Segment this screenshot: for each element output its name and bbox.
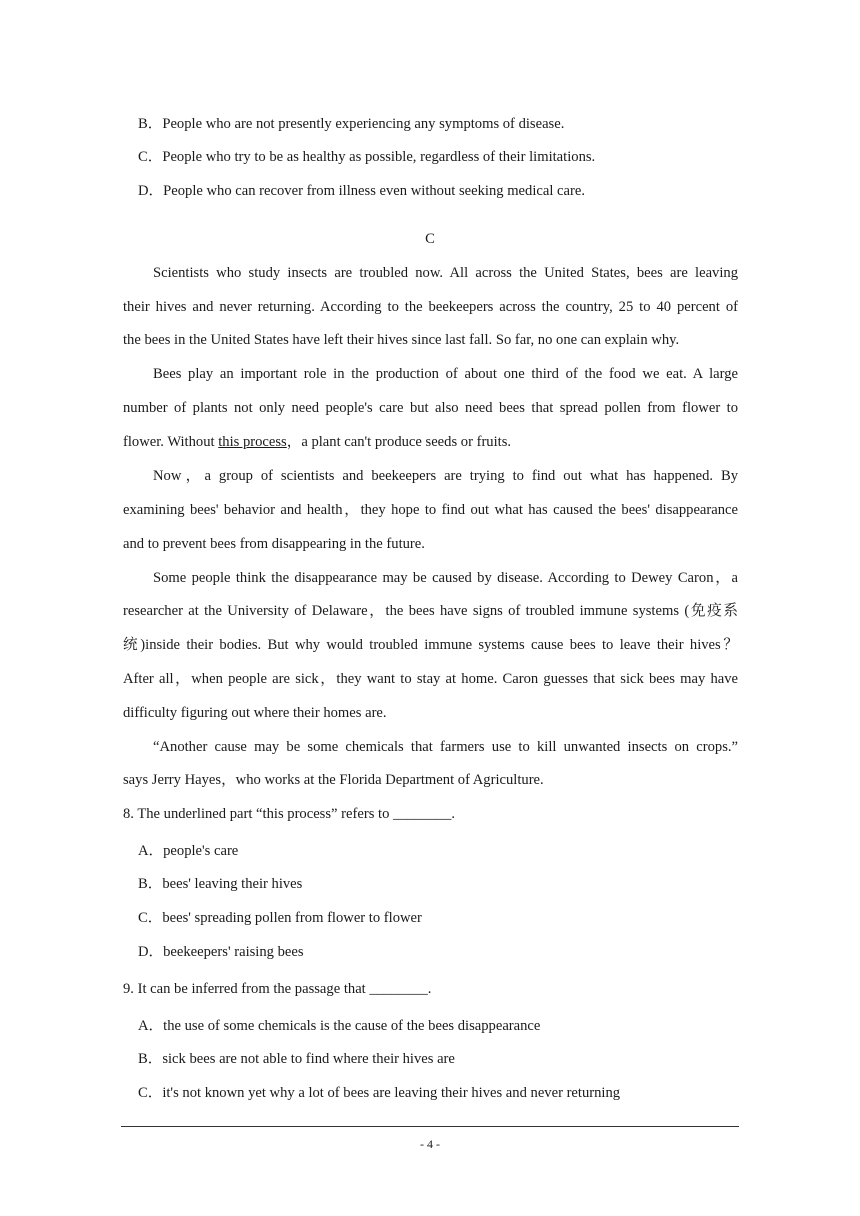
passage-line: Scientists who study insects are troubled now. All across the United States, bees are leaving [153, 265, 738, 281]
passage-line: 统)inside their bodies. But why would troubled immune systems cause bees to leave their hives？ [123, 637, 738, 653]
passage-line: Now，a group of scientists and beekeepers are trying to find out what has happened. By [153, 468, 738, 484]
question-8-option-d: D．beekeepers' raising bees [138, 944, 304, 960]
question-8-stem: 8. The underlined part “this process” refers to ________. [123, 806, 456, 822]
question-8-option-b: B．bees' leaving their hives [138, 876, 303, 892]
passage-line: examining bees' behavior and health，they hope to find out what has caused the bees' disappearance [123, 502, 738, 518]
passage-line: Bees play an important role in the production of about one third of the food we eat. A large [153, 366, 738, 382]
prev-option-d: D．People who can recover from illness even without seeking medical care. [138, 183, 585, 199]
passage-text: ，a plant can't produce seeds or fruits. [286, 434, 512, 450]
passage-line: researcher at the University of Delaware，the bees have signs of troubled immune systems (免疫系 [123, 603, 738, 619]
question-9-stem: 9. It can be inferred from the passage that ________. [123, 981, 432, 997]
passage-line: the bees in the United States have left their hives since last fall. So far, no one can explain why. [123, 332, 680, 348]
passage-text: flower. Without [123, 434, 219, 450]
question-9-option-a: A．the use of some chemicals is the cause of the bees disappearance [138, 1018, 541, 1034]
underlined-phrase: this process [218, 434, 287, 450]
passage-line: “Another cause may be some chemicals that farmers use to kill unwanted insects on crops.” [153, 739, 738, 755]
question-9-option-b: B．sick bees are not able to find where their hives are [138, 1051, 455, 1067]
section-label: C [425, 231, 435, 247]
question-8-option-a: A．people's care [138, 843, 239, 859]
page-number: - 4 - [420, 1137, 440, 1151]
passage-line: says Jerry Hayes，who works at the Florida Department of Agriculture. [123, 772, 544, 788]
question-8-option-c: C．bees' spreading pollen from flower to flower [138, 910, 422, 926]
prev-option-c: C．People who try to be as healthy as possible, regardless of their limitations. [138, 149, 596, 165]
passage-line: and to prevent bees from disappearing in the future. [123, 536, 425, 552]
passage-line: their hives and never returning. According to the beekeepers across the country, 25 to 40 percent of [123, 299, 738, 315]
passage-line: After all，when people are sick，they want to stay at home. Caron guesses that sick bees may have [123, 671, 738, 687]
question-9-option-c: C．it's not known yet why a lot of bees are leaving their hives and never returning [138, 1085, 621, 1101]
footer-divider [121, 1126, 739, 1127]
prev-option-b: B．People who are not presently experiencing any symptoms of disease. [138, 116, 565, 132]
passage-line-with-underline [123, 432, 738, 452]
passage-line: number of plants not only need people's care but also need bees that spread pollen from flower to [123, 400, 738, 416]
passage-line: difficulty figuring out where their homes are. [123, 705, 387, 721]
passage-line: Some people think the disappearance may be caused by disease. According to Dewey Caron，a [153, 570, 738, 586]
